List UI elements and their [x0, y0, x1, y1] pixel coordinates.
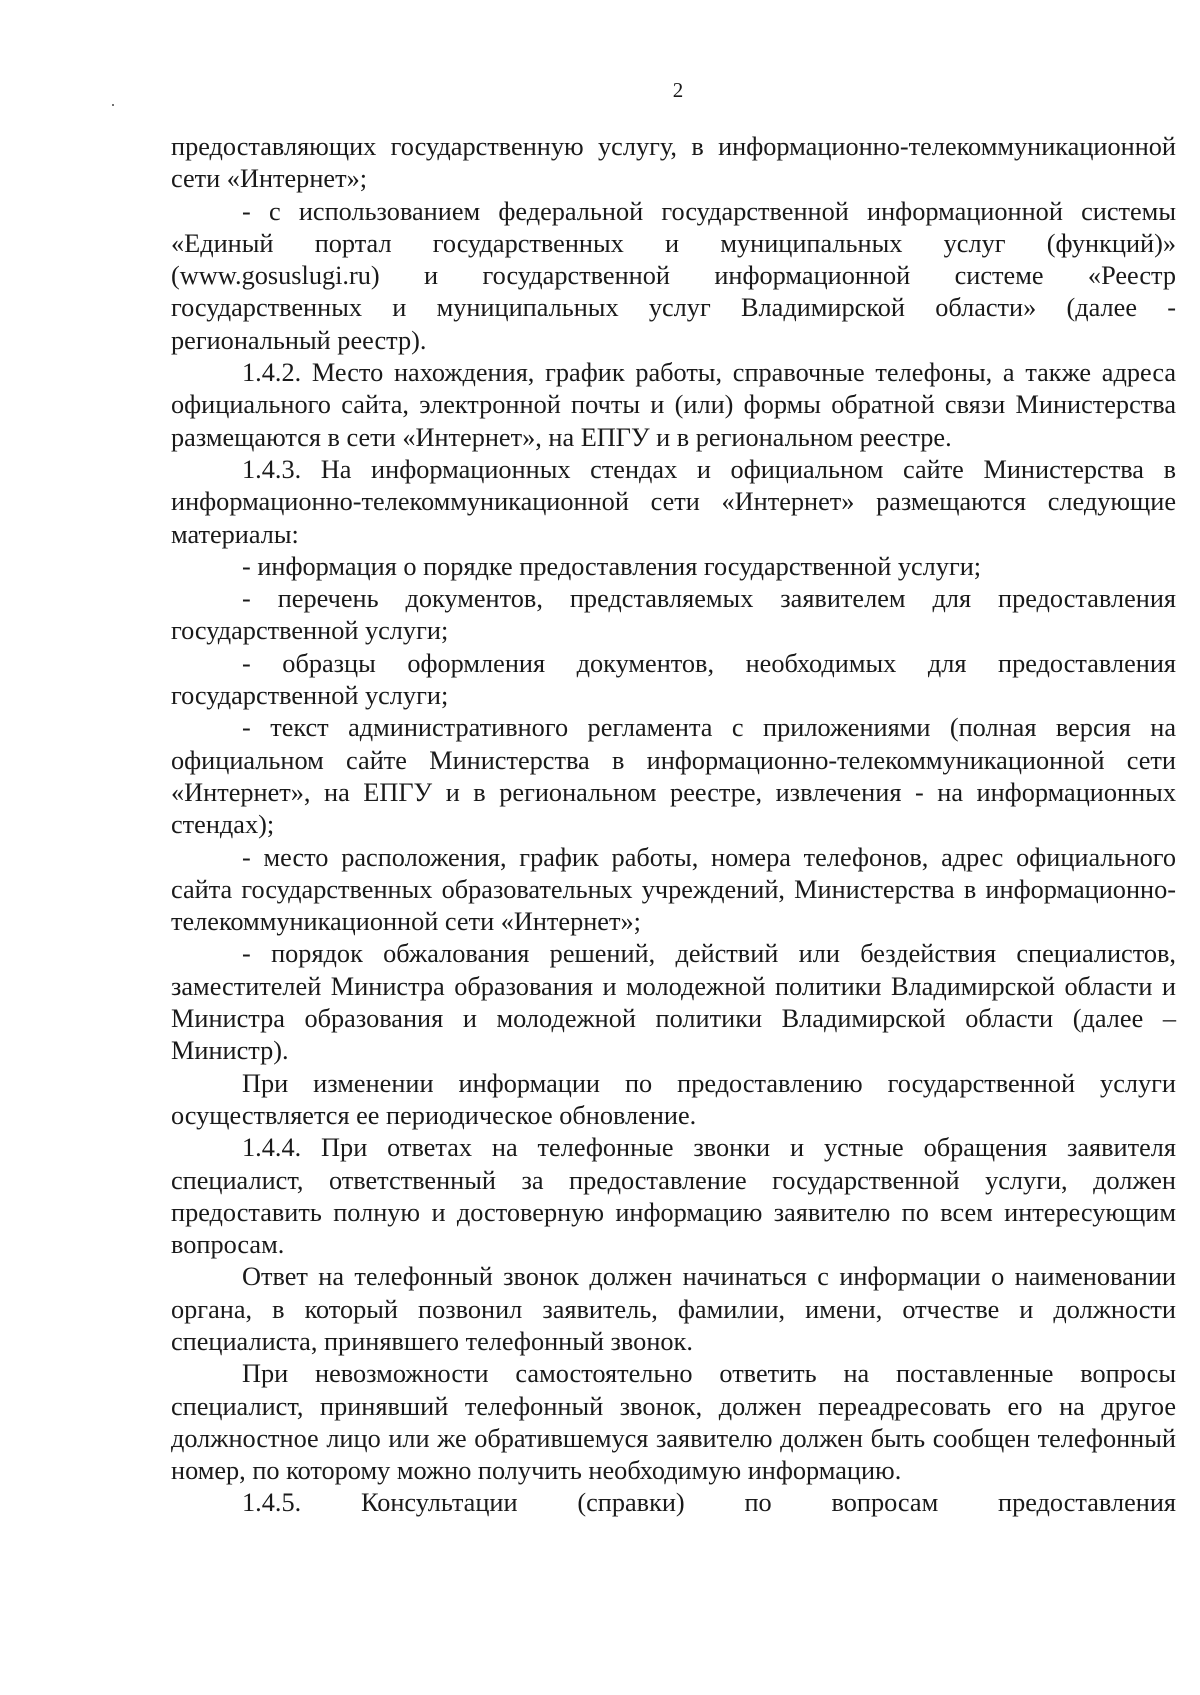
- document-body: [171, 131, 1176, 1520]
- paragraph: 1.4.5. Консультации (справки) по вопросам предоставления: [242, 1488, 1176, 1518]
- page-number: 2: [672, 78, 684, 102]
- scan-speck: [112, 104, 114, 106]
- paragraph: предоставляющих государственную услугу, в информационно-телекоммуникационной сети «Интернет»;: [171, 132, 1176, 194]
- paragraph: 1.4.2. Место нахождения, график работы, справочные телефоны, а также адреса официального сайта, электронной почты и (или) формы обратной связи Министерства размещаются в сети «Интернет», на ЕПГУ и в региональном реестре.: [171, 358, 1176, 452]
- paragraph: При изменении информации по предоставлению государственной услуги осуществляется ее периодическое обновление.: [171, 1068, 1176, 1130]
- list-item: - образцы оформления документов, необходимых для предоставления государственной услуги;: [171, 648, 1176, 711]
- list-item: - место расположения, график работы, номера телефонов, адрес официального сайта государственных образовательных учреждений, Министерства в информационно-телекоммуникационной сети «Интернет»;: [171, 842, 1176, 937]
- paragraph: - с использованием федеральной государственной информационной системы «Единый портал государственных и муниципальных услуг (функций)» (www.gosuslugi.ru) и государственной информационной системе «Реестр государственных и муниципальных услуг Владимирской области» (далее - региональный реестр).: [171, 196, 1176, 355]
- list-item: - порядок обжалования решений, действий или бездействия специалистов, заместителей Министра образования и молодежной политики Владимирской области и Министра образования и молодежной политики Владимирской области (далее – Министр).: [171, 939, 1176, 1066]
- paragraph: 1.4.3. На информационных стендах и официальном сайте Министерства в информационно-телекоммуникационной сети «Интернет» размещаются следующие материалы:: [171, 454, 1176, 549]
- paragraph: Ответ на телефонный звонок должен начинаться с информации о наименовании органа, в который позвонил заявитель, фамилии, имени, отчестве и должности специалиста, принявшего телефонный звонок.: [171, 1262, 1176, 1356]
- list-item: - информация о порядке предоставления государственной услуги;: [242, 551, 982, 581]
- list-item: - перечень документов, представляемых заявителем для предоставления государственной услуги;: [171, 584, 1176, 646]
- paragraph: При невозможности самостоятельно ответить на поставленные вопросы специалист, принявший телефонный звонок, должен переадресовать его на другое должностное лицо или же обратившемуся заявителю должен быть сообщен телефонный номер, по которому можно получить необходимую информацию.: [171, 1359, 1176, 1486]
- paragraph: 1.4.4. При ответах на телефонные звонки и устные обращения заявителя специалист, ответственный за предоставление государственной услуги, должен предоставить полную и достоверную информацию заявителю по всем интересующим вопросам.: [171, 1133, 1176, 1260]
- list-item: - текст административного регламента с приложениями (полная версия на официальном сайте Министерства в информационно-телекоммуникационной сети «Интернет», на ЕПГУ и в региональном реестре, извлечения - на информационных стендах);: [171, 713, 1176, 840]
